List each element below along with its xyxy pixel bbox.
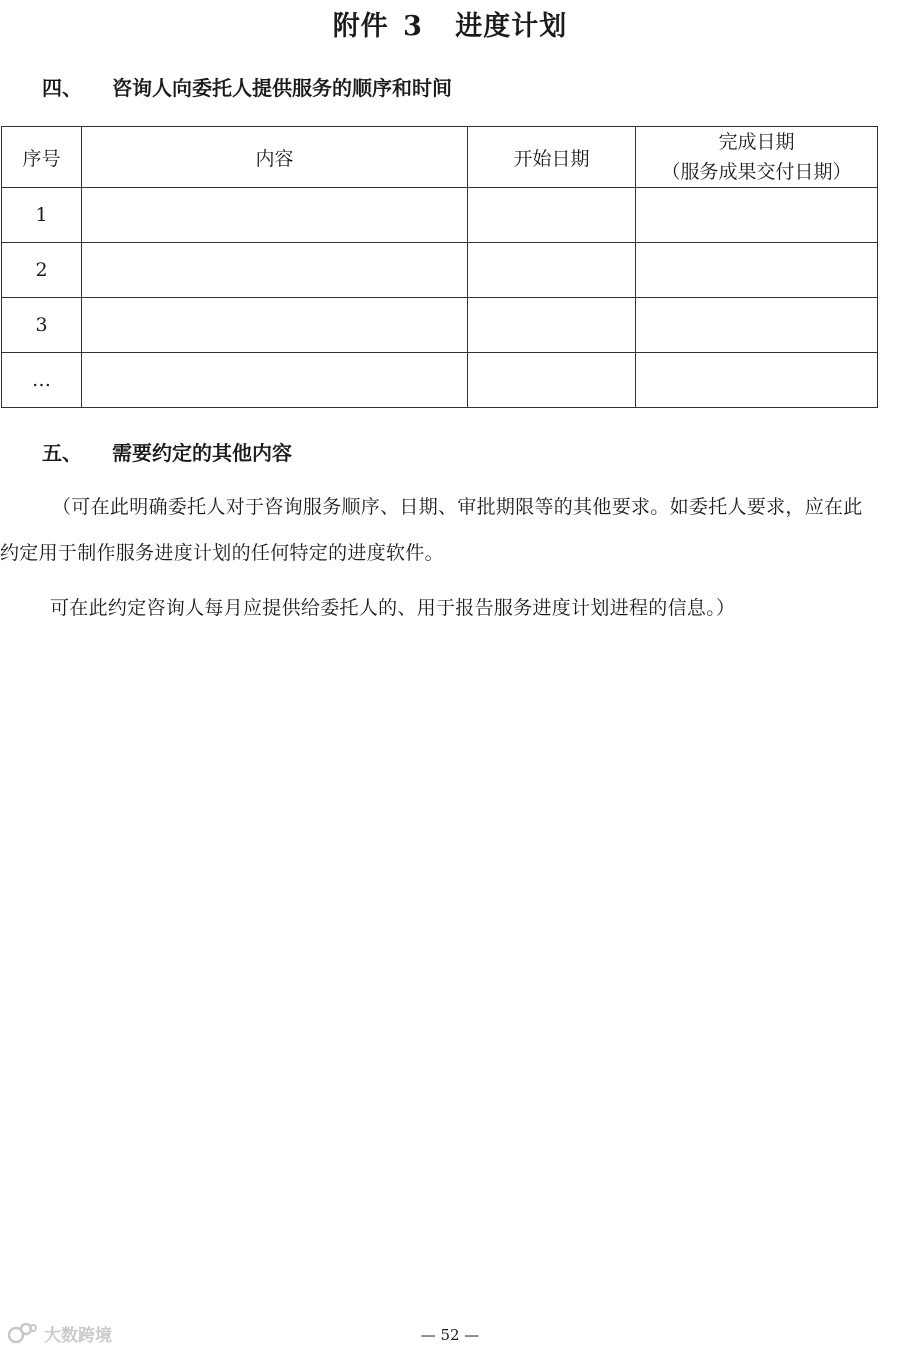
cell-start-date[interactable] (468, 188, 636, 243)
header-end-date (636, 127, 878, 188)
cell-content[interactable] (82, 298, 468, 353)
section-5-marker: 五、 (42, 441, 82, 465)
table-row (2, 353, 878, 408)
header-start-date: 开始日期 (468, 127, 636, 188)
cell-content[interactable] (82, 188, 468, 243)
header-content: 内容 (82, 127, 468, 188)
cell-content[interactable] (82, 353, 468, 408)
page-number: — 52 — (420, 1326, 480, 1344)
cell-seq: 3 (2, 298, 82, 353)
section-4-title: 咨询人向委托人提供服务的顺序和时间 (112, 76, 452, 100)
cell-end-date[interactable] (636, 188, 878, 243)
page-title (0, 4, 900, 43)
paragraph-other-requirements: （可在此明确委托人对于咨询服务顺序、日期、审批期限等的其他要求。如委托人要求，应在此约定用于制作服务进度计划的任何特定的进度软件。 (0, 496, 863, 564)
cell-seq: 1 (2, 188, 82, 243)
cell-content[interactable] (82, 243, 468, 298)
cell-start-date[interactable] (468, 353, 636, 408)
cell-seq: 2 (2, 243, 82, 298)
header-end-date-line1: 完成日期 (718, 131, 795, 153)
title-prefix: 附件 (332, 11, 389, 42)
cell-start-date[interactable] (468, 298, 636, 353)
title-name: 进度计划 (455, 11, 568, 42)
cell-end-date[interactable] (636, 243, 878, 298)
section-4-marker: 四、 (42, 76, 82, 100)
cell-seq: … (2, 353, 82, 408)
table-header-row (2, 127, 878, 188)
title-number: 3 (403, 11, 423, 42)
header-seq: 序号 (2, 127, 82, 188)
section-5-title: 需要约定的其他内容 (112, 441, 292, 465)
header-end-date-line2: （服务成果交付日期） (661, 161, 852, 183)
section-5-heading (42, 437, 292, 466)
paragraph-monthly-info: 可在此约定咨询人每月应提供给委托人的、用于报告服务进度计划进程的信息。） (50, 597, 736, 619)
cell-end-date[interactable] (636, 353, 878, 408)
table-row (2, 243, 878, 298)
cell-start-date[interactable] (468, 243, 636, 298)
schedule-table (1, 126, 878, 408)
watermark-text: 大数跨境 (44, 1325, 112, 1346)
cell-end-date[interactable] (636, 298, 878, 353)
section-4-heading (42, 72, 452, 101)
table-row (2, 298, 878, 353)
table-row (2, 188, 878, 243)
